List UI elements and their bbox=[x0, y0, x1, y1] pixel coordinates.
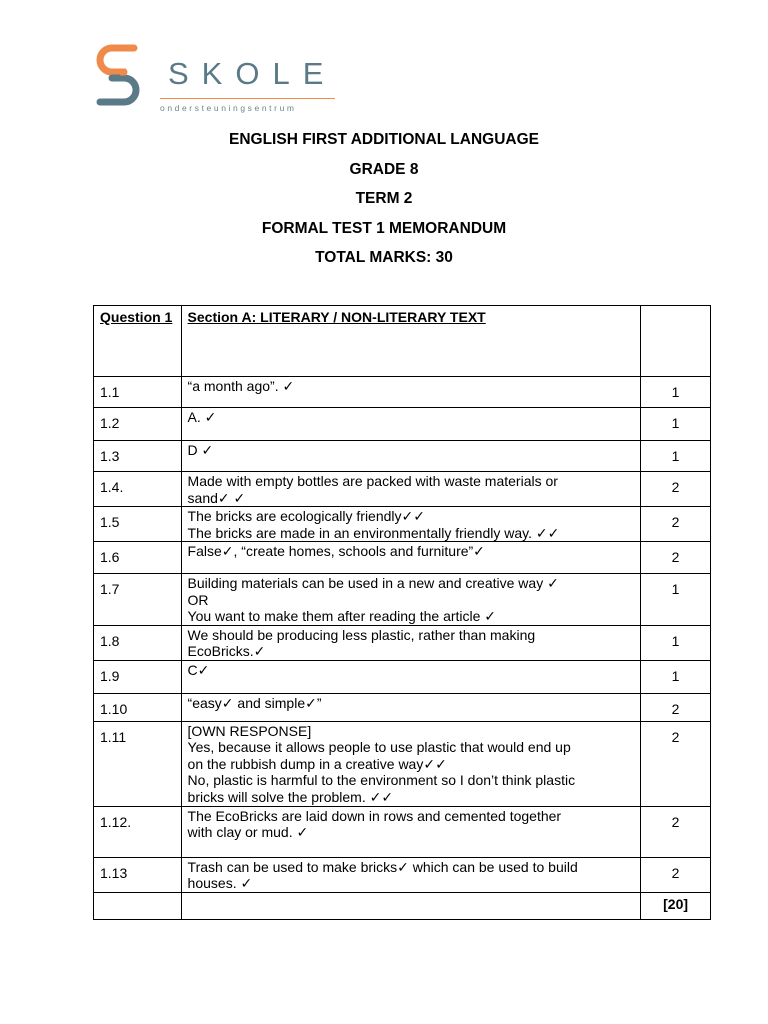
table-header-row bbox=[94, 306, 711, 377]
answer-line: Building materials can be used in a new and creative way ✓ bbox=[187, 575, 559, 591]
question-number: 1.5 bbox=[94, 507, 182, 542]
answer-line: “easy✓ and simple✓” bbox=[187, 694, 322, 711]
table-row bbox=[94, 625, 711, 660]
marks-cell: 2 bbox=[641, 542, 711, 574]
question-number: 1.11 bbox=[94, 721, 182, 806]
answer-line: D ✓ bbox=[187, 442, 214, 458]
marks-cell: 2 bbox=[641, 472, 711, 507]
marks-cell: 2 bbox=[641, 693, 711, 721]
answer-line: “a month ago”. ✓ bbox=[187, 378, 295, 394]
answer-cell bbox=[181, 806, 641, 857]
table-row bbox=[94, 693, 711, 721]
question-number: 1.6 bbox=[94, 542, 182, 574]
answer-line: No, plastic is harmful to the environment so I don’t think plastic bbox=[187, 772, 576, 788]
question-number: 1.10 bbox=[94, 693, 182, 721]
table-row bbox=[94, 507, 711, 542]
answer-line: [OWN RESPONSE] bbox=[187, 722, 312, 739]
answer-cell bbox=[181, 472, 641, 507]
total-blank-cell bbox=[181, 892, 641, 919]
logo-wordmark: SKOLE bbox=[168, 56, 337, 91]
question-number: 1.13 bbox=[94, 857, 182, 892]
marks-cell: 2 bbox=[641, 507, 711, 542]
table-row bbox=[94, 441, 711, 472]
question-number: 1.12. bbox=[94, 806, 182, 857]
table-row bbox=[94, 472, 711, 507]
question-number: 1.2 bbox=[94, 408, 182, 441]
test-heading: FORMAL TEST 1 MEMORANDUM bbox=[261, 220, 507, 237]
question-number: 1.9 bbox=[94, 660, 182, 693]
memorandum-table bbox=[93, 305, 711, 920]
marks-cell: 2 bbox=[641, 806, 711, 857]
skole-logo bbox=[90, 40, 350, 120]
question-header: Question 1 bbox=[94, 306, 182, 377]
answer-cell bbox=[181, 574, 641, 626]
total-blank-cell bbox=[94, 892, 182, 919]
answer-cell bbox=[181, 693, 641, 721]
question-number: 1.3 bbox=[94, 441, 182, 472]
section-header: Section A: LITERARY / NON-LITERARY TEXT bbox=[181, 306, 641, 377]
answer-cell bbox=[181, 542, 641, 574]
marks-cell: 1 bbox=[641, 660, 711, 693]
marks-cell: 2 bbox=[641, 721, 711, 806]
question-number: 1.4. bbox=[94, 472, 182, 507]
answer-line: The EcoBricks are laid down in rows and cemented together bbox=[187, 807, 562, 824]
answer-line: The bricks are ecologically friendly✓✓ bbox=[187, 508, 425, 524]
answer-line: with clay or mud. ✓ bbox=[187, 824, 309, 840]
table-row bbox=[94, 377, 711, 408]
answer-line: You want to make them after reading the article ✓ bbox=[187, 608, 497, 624]
question-number: 1.7 bbox=[94, 574, 182, 626]
marks-cell: 2 bbox=[641, 857, 711, 892]
answer-cell bbox=[181, 377, 641, 408]
answer-line: Trash can be used to make bricks✓ which can be used to build bbox=[187, 858, 578, 875]
marks-cell: 1 bbox=[641, 408, 711, 441]
table-row bbox=[94, 721, 711, 806]
table-row bbox=[94, 660, 711, 693]
answer-line: EcoBricks.✓ bbox=[187, 643, 266, 659]
answer-line: bricks will solve the problem. ✓✓ bbox=[187, 788, 394, 805]
answer-cell bbox=[181, 625, 641, 660]
answer-cell bbox=[181, 660, 641, 693]
table-row bbox=[94, 857, 711, 892]
answer-line: False✓, “create homes, schools and furniture”✓ bbox=[187, 543, 485, 559]
skole-s-icon bbox=[90, 40, 150, 120]
marks-cell: 1 bbox=[641, 574, 711, 626]
total-row bbox=[94, 892, 711, 919]
answer-cell bbox=[181, 408, 641, 441]
subject-heading: ENGLISH FIRST ADDITIONAL LANGUAGE bbox=[229, 131, 539, 148]
answer-line: houses. ✓ bbox=[187, 875, 253, 891]
question-number: 1.1 bbox=[94, 377, 182, 408]
answer-cell bbox=[181, 721, 641, 806]
answer-cell bbox=[181, 507, 641, 542]
section-total: [20] bbox=[641, 892, 711, 919]
logo-divider bbox=[160, 98, 335, 99]
answer-line: Made with empty bottles are packed with waste materials or bbox=[187, 473, 558, 489]
question-number: 1.8 bbox=[94, 625, 182, 660]
answer-line: We should be producing less plastic, rather than making bbox=[187, 626, 536, 643]
table-row bbox=[94, 408, 711, 441]
marks-cell: 1 bbox=[641, 625, 711, 660]
answer-cell bbox=[181, 857, 641, 892]
marks-header bbox=[641, 306, 711, 377]
answer-line: The bricks are made in an environmentally friendly way. ✓✓ bbox=[187, 524, 560, 541]
answer-cell bbox=[181, 441, 641, 472]
table-row bbox=[94, 542, 711, 574]
table-row bbox=[94, 574, 711, 626]
term-heading: TERM 2 bbox=[355, 190, 413, 207]
answer-line: C✓ bbox=[187, 661, 210, 678]
grade-heading: GRADE 8 bbox=[349, 161, 419, 178]
logo-subtitle: ondersteuningsentrum bbox=[160, 103, 297, 113]
answer-line: A. ✓ bbox=[187, 409, 217, 425]
answer-line: Yes, because it allows people to use plastic that would end up bbox=[187, 739, 571, 755]
marks-cell: 1 bbox=[641, 441, 711, 472]
answer-line: on the rubbish dump in a creative way✓✓ bbox=[187, 755, 447, 772]
table-row bbox=[94, 806, 711, 857]
total-marks-heading: TOTAL MARKS: 30 bbox=[315, 249, 453, 266]
answer-line: sand✓ ✓ bbox=[187, 489, 246, 506]
marks-cell: 1 bbox=[641, 377, 711, 408]
answer-line: OR bbox=[187, 591, 209, 608]
